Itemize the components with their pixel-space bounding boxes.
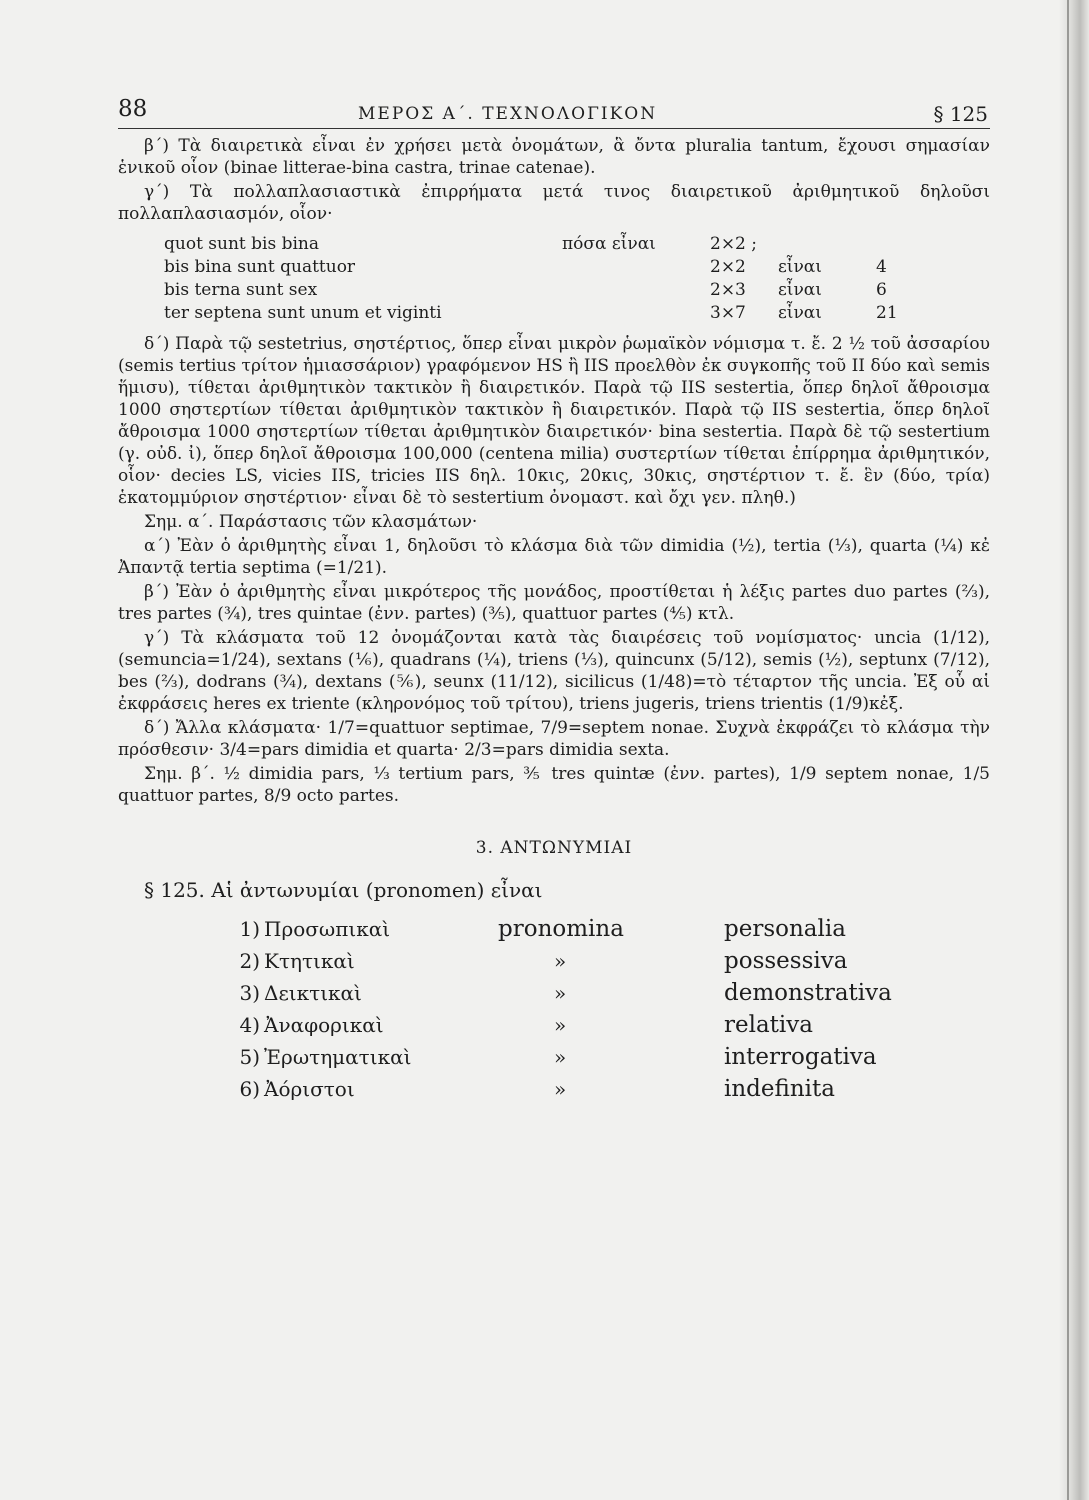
running-head <box>118 88 990 128</box>
pronoun-greek: Ἀόριστοι <box>264 1077 355 1101</box>
example-latin: ter septena sunt unum et viginti <box>164 303 442 323</box>
page-body <box>118 135 990 1105</box>
pronoun-ditto: » <box>554 981 567 1005</box>
example-verb: εἶναι <box>778 280 822 300</box>
pronoun-ditto: » <box>554 949 567 973</box>
pronoun-latin: personalia <box>724 916 846 942</box>
example-row <box>160 256 920 279</box>
pronoun-number: 5) <box>239 1045 260 1069</box>
example-result: 6 <box>876 280 887 300</box>
paragraph-fractions-delta: δ΄) Ἄλλα κλάσματα· 1/7=quattuor septimae, 7/9=septem nonae. Συχνὰ ἐκφράζει τὸ κλάσμα τὴν πρόσθεσιν· 3/4=pars dimidia et quarta· 2/3=pars dimidia sexta. <box>118 718 990 760</box>
pronoun-greek: Ἐρωτηματικαὶ <box>264 1045 412 1069</box>
pronoun-greek: Δεικτικαὶ <box>264 981 362 1005</box>
pronoun-latin: demonstrativa <box>724 980 892 1006</box>
example-greek <box>558 279 706 302</box>
example-expression: 2×2 <box>710 257 746 277</box>
pronoun-ditto: » <box>554 1045 567 1069</box>
note-beta: Σημ. β΄. ½ dimidia pars, ⅓ tertium pars, ⅗ tres quintæ (ἐνν. partes), 1/9 septem nonae, 1/5 quattuor partes, 8/9 octo partes. <box>118 764 990 806</box>
pronoun-ditto: » <box>554 1013 567 1037</box>
paragraph-fractions-beta: β΄) Ἐὰν ὁ ἀριθμητὴς εἶναι μικρότερος τῆς μονάδος, προστίθεται ἡ λέξις partes duo partes (⅔), tres partes (¾), tres quintae (ἐνν. partes) (⅗), quattuor partes (⅘) κτλ. <box>118 582 990 624</box>
example-verb: εἶναι <box>778 303 822 323</box>
running-title: ΜΕΡΟΣ Α΄. ΤΕΧΝΟΛΟΓΙΚΟΝ <box>358 104 658 124</box>
example-result <box>872 233 920 256</box>
header-rule <box>118 128 990 129</box>
example-greek: πόσα εἶναι <box>562 234 656 254</box>
pronoun-latin: possessiva <box>724 948 848 974</box>
example-latin: bis bina sunt quattuor <box>164 257 356 277</box>
page-edge-shadow <box>1059 0 1089 1500</box>
pronoun-list <box>218 913 924 1105</box>
example-row <box>160 302 920 325</box>
paragraph-gamma: γ΄) Τὰ πολλαπλασιαστικὰ ἐπιρρήματα μετά τινος διαιρετικοῦ ἀριθμητικοῦ δηλοῦσι πολλαπλασιασμόν, οἷον· <box>118 182 990 224</box>
pronoun-ditto: » <box>554 1077 567 1101</box>
example-row <box>160 233 920 256</box>
book-page <box>118 88 990 1105</box>
example-result: 21 <box>876 303 898 323</box>
section-marker: § 125 <box>933 102 988 126</box>
example-expression: 2×3 <box>710 280 746 300</box>
example-expression: 3×7 <box>710 303 746 323</box>
example-verb <box>774 233 872 256</box>
chapter-heading: 3. ΑΝΤΩΝΥΜΙΑΙ <box>475 838 633 858</box>
pronoun-greek: Κτητικαὶ <box>264 949 355 973</box>
section-title: § 125. Αἱ ἀντωνυμίαι (pronomen) εἶναι <box>144 878 543 902</box>
pronoun-ditto: pronomina <box>498 916 624 942</box>
paragraph-fractions-alpha: α΄) Ἐὰν ὁ ἀριθμητὴς εἶναι 1, δηλοῦσι τὸ κλάσμα διὰ τῶν dimidia (½), tertia (⅓), quarta (¼) κἐ Ἀπαντᾷ tertia septima (=1/21). <box>118 536 990 578</box>
pronoun-latin: interrogativa <box>724 1044 877 1070</box>
example-verb: εἶναι <box>778 257 822 277</box>
pronoun-latin: relativa <box>724 1012 813 1038</box>
example-latin: quot sunt bis bina <box>164 234 320 254</box>
multiplication-examples <box>160 233 920 325</box>
example-greek <box>558 256 706 279</box>
example-latin: bis terna sunt sex <box>164 280 318 300</box>
pronoun-row <box>218 1041 924 1073</box>
pronoun-greek: Ἀναφορικαὶ <box>264 1013 384 1037</box>
example-result: 4 <box>876 257 887 277</box>
pronoun-row <box>218 1073 924 1105</box>
pronoun-row <box>218 945 924 977</box>
example-expression: 2×2 ; <box>710 234 758 254</box>
pronoun-row <box>218 977 924 1009</box>
paragraph-fractions-gamma: γ΄) Τὰ κλάσματα τοῦ 12 ὀνομάζονται κατὰ τὰς διαιρέσεις τοῦ νομίσματος· uncia (1/12), (semuncia=1/24), sextans (⅙), quadrans (¼), triens (⅓), quincunx (5/12), semis (½), septunx (7/12), bes (⅔), dodrans (¾), dextans (⅚), seunx (11/12), sicilicus (1/48)=τὸ τέταρτον τῆς uncia. Ἐξ οὗ αἱ ἐκφράσεις heres ex triente (κληρονόμος τοῦ τρίτου), triens jugeris, triens trientis (1/9)κἐξ. <box>118 628 990 714</box>
pronoun-number: 2) <box>239 949 260 973</box>
pronoun-row <box>218 913 924 945</box>
page-number: 88 <box>118 96 148 122</box>
example-greek <box>558 302 706 325</box>
pronoun-number: 1) <box>239 917 260 941</box>
pronoun-number: 6) <box>239 1077 260 1101</box>
pronoun-greek: Προσωπικαὶ <box>264 917 391 941</box>
pronoun-latin: indefinita <box>724 1076 835 1102</box>
paragraph-delta-sestertius: δ΄) Παρὰ τῷ sestetrius, σηστέρτιος, ὅπερ εἶναι μικρὸν ῥωμαϊκὸν νόμισμα τ. ἔ. 2 ½ τοῦ ἀσσαρίου (semis tertius τρίτον ἡμιασσάριον) γραφόμενον HS ἢ IIS προελθὸν ἐκ συγκοπῆς τοῦ II δύο καὶ semis ἥμισυ), τίθεται ἀριθμητικὸν τακτικὸν ἢ διαιρετικόν. Παρὰ τῷ IIS sestertia, ὅπερ δηλοῖ ἄθροισμα 1000 σηστερτίων τίθεται ἀριθμητικὸν τακτικὸν ἢ διαιρετικόν. Παρὰ τῷ IIS sestertia, ὅπερ δηλοῖ ἄθροισμα 1000 σηστερτίων τίθεται ἀριθμητικὸν διαιρετικόν· bina sestertia. Παρὰ δὲ τῷ sestertium (γ. οὐδ. ἰ), ὅπερ δηλοῖ ἄθροισμα 100,000 (centena milia) συστερτίων τίθεται ἐπίρρημα ἀριθμητικόν, οἷον· decies LS, vicies IIS, tricies IIS δηλ. 10κις, 20κις, 30κις, σηστέρτιον τ. ἔ. ἓν (δύο, τρία) ἑκατομμύριον σηστέρτιον· εἶναι δὲ τὸ sestertium ὀνομαστ. καὶ ὄχι γεν. πληθ.) <box>118 334 990 508</box>
pronoun-row <box>218 1009 924 1041</box>
example-row <box>160 279 920 302</box>
spine-line <box>1067 0 1069 1500</box>
pronoun-number: 4) <box>239 1013 260 1037</box>
note-alpha-heading: Σημ. α΄. Παράστασις τῶν κλασμάτων· <box>144 512 478 532</box>
pronoun-number: 3) <box>239 981 260 1005</box>
paragraph-beta: β΄) Τὰ διαιρετικὰ εἶναι ἐν χρήσει μετὰ ὀνομάτων, ἃ ὄντα pluralia tantum, ἔχουσι σημασίαν ἑνικοῦ οἷον (binae litterae-bina castra, trinae catenae). <box>118 136 990 178</box>
